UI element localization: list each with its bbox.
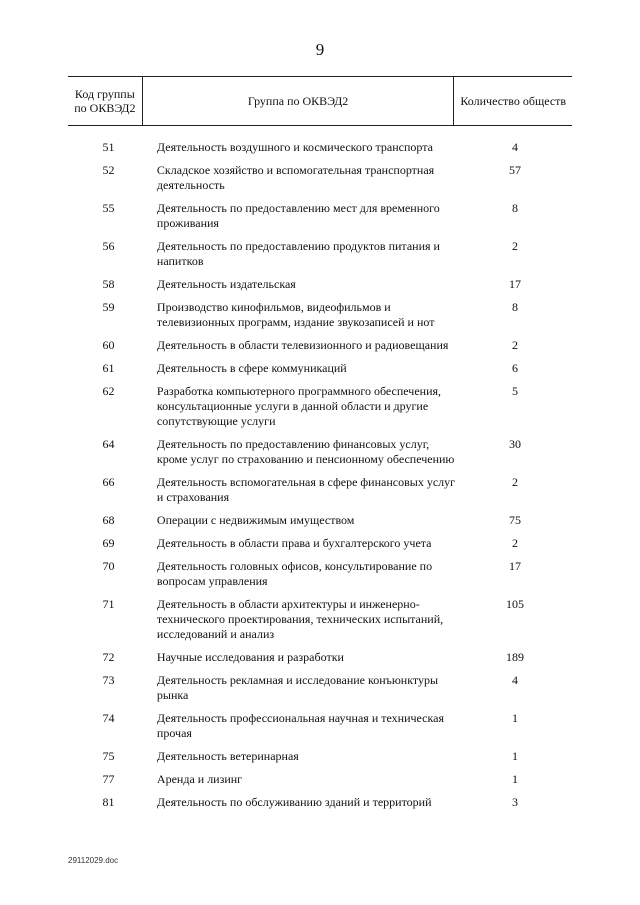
table-cell-count: 30 [508, 437, 521, 451]
table-cell-code: 74 [102, 711, 115, 725]
table-cell-count: 1 [511, 772, 518, 786]
table-row [68, 338, 572, 353]
table-cell-group: Деятельность по предоставлению продуктов питания и напитков [156, 239, 440, 268]
header-count: Количество обществ [460, 94, 567, 108]
table-row [68, 536, 572, 551]
table-cell-group: Деятельность в области телевизионного и радиовещания [156, 338, 449, 352]
table-row [68, 475, 572, 505]
table-cell-code: 66 [102, 475, 115, 489]
table-cell-group: Деятельность ветеринарная [156, 749, 299, 763]
header-code: Код группы по ОКВЭД2 [68, 77, 143, 125]
table-cell-group: Разработка компьютерного программного обеспечения, консультационные услуги в данной области и другие сопутствующие услуги [156, 384, 442, 428]
table-cell-group: Деятельность издательская [156, 277, 296, 291]
table-row [68, 163, 572, 193]
table-cell-count: 1 [511, 749, 518, 763]
table-body [68, 140, 572, 810]
table-cell-group: Научные исследования и разработки [156, 650, 344, 664]
table-cell-count: 2 [511, 338, 518, 352]
table-cell-group: Деятельность вспомогательная в сфере финансовых услуг и страхования [156, 475, 456, 504]
table-row [68, 239, 572, 269]
table-row [68, 384, 572, 429]
table-cell-count: 1 [511, 711, 518, 725]
table-cell-count: 17 [508, 559, 521, 573]
table-cell-group: Деятельность в области права и бухгалтерского учета [156, 536, 432, 550]
table-cell-code: 70 [102, 559, 115, 573]
table-row [68, 673, 572, 703]
table-cell-count: 189 [505, 650, 524, 664]
table-cell-code: 51 [102, 140, 115, 154]
table-cell-code: 59 [102, 300, 115, 314]
file-name: 29112029.doc [68, 856, 119, 865]
table-cell-count: 2 [511, 536, 518, 550]
table-cell-group: Деятельность профессиональная научная и техническая прочая [156, 711, 444, 740]
table-cell-group: Деятельность в области архитектуры и инженерно-технического проектирования, технических испытаний, исследований и анализ [156, 597, 444, 641]
table-row [68, 772, 572, 787]
table-cell-group: Складское хозяйство и вспомогательная транспортная деятельность [156, 163, 435, 192]
table-row [68, 201, 572, 231]
table-cell-group: Производство кинофильмов, видеофильмов и телевизионных программ, издание звукозаписей и нот [156, 300, 435, 329]
table-cell-code: 64 [102, 437, 115, 451]
table-cell-count: 2 [511, 239, 518, 253]
table-cell-code: 69 [102, 536, 115, 550]
table-row [68, 711, 572, 741]
table-cell-count: 8 [511, 300, 518, 314]
table-row [68, 277, 572, 292]
table-cell-code: 60 [102, 338, 115, 352]
table-row [68, 513, 572, 528]
table-cell-count: 105 [505, 597, 524, 611]
table-cell-group: Деятельность рекламная и исследование конъюнктуры рынка [156, 673, 439, 702]
table-cell-group: Деятельность по обслуживанию зданий и территорий [156, 795, 432, 809]
table-cell-count: 57 [508, 163, 521, 177]
table-cell-count: 8 [511, 201, 518, 215]
table-cell-code: 75 [102, 749, 115, 763]
table-cell-group: Деятельность по предоставлению финансовых услуг, кроме услуг по страхованию и пенсионному обеспечению [156, 437, 455, 466]
table-cell-group: Деятельность в сфере коммуникаций [156, 361, 347, 375]
table-row [68, 795, 572, 810]
table-cell-group: Операции с недвижимым имуществом [156, 513, 355, 527]
table-cell-count: 75 [508, 513, 521, 527]
table-cell-count: 17 [508, 277, 521, 291]
table-cell-count: 4 [511, 140, 518, 154]
table-cell-code: 73 [102, 673, 115, 687]
table-row [68, 597, 572, 642]
table-cell-count: 2 [511, 475, 518, 489]
table-cell-code: 58 [102, 277, 115, 291]
table-cell-group: Аренда и лизинг [156, 772, 243, 786]
table-cell-group: Деятельность воздушного и космического транспорта [156, 140, 433, 154]
table-cell-code: 81 [102, 795, 115, 809]
table-cell-code: 72 [102, 650, 115, 664]
table-row [68, 749, 572, 764]
table-cell-code: 56 [102, 239, 115, 253]
table-cell-code: 71 [102, 597, 115, 611]
table-cell-count: 5 [511, 384, 518, 398]
table-cell-code: 52 [102, 163, 115, 177]
table-cell-count: 3 [511, 795, 518, 809]
table-row [68, 361, 572, 376]
table-cell-code: 68 [102, 513, 115, 527]
table-row [68, 437, 572, 467]
table-row [68, 650, 572, 665]
table-cell-code: 62 [102, 384, 115, 398]
table-cell-count: 6 [511, 361, 518, 375]
table-cell-code: 61 [102, 361, 115, 375]
table-row [68, 140, 572, 155]
table-row [68, 559, 572, 589]
page-number: 9 [315, 40, 325, 59]
table-row [68, 300, 572, 330]
table-cell-code: 55 [102, 201, 115, 215]
table-cell-code: 77 [102, 772, 115, 786]
header-group: Группа по ОКВЭД2 [143, 77, 455, 125]
table-header [68, 76, 572, 126]
table-cell-group: Деятельность по предоставлению мест для временного проживания [156, 201, 440, 230]
okved-table [68, 76, 572, 818]
table-cell-count: 4 [511, 673, 518, 687]
table-cell-group: Деятельность головных офисов, консультирование по вопросам управления [156, 559, 433, 588]
